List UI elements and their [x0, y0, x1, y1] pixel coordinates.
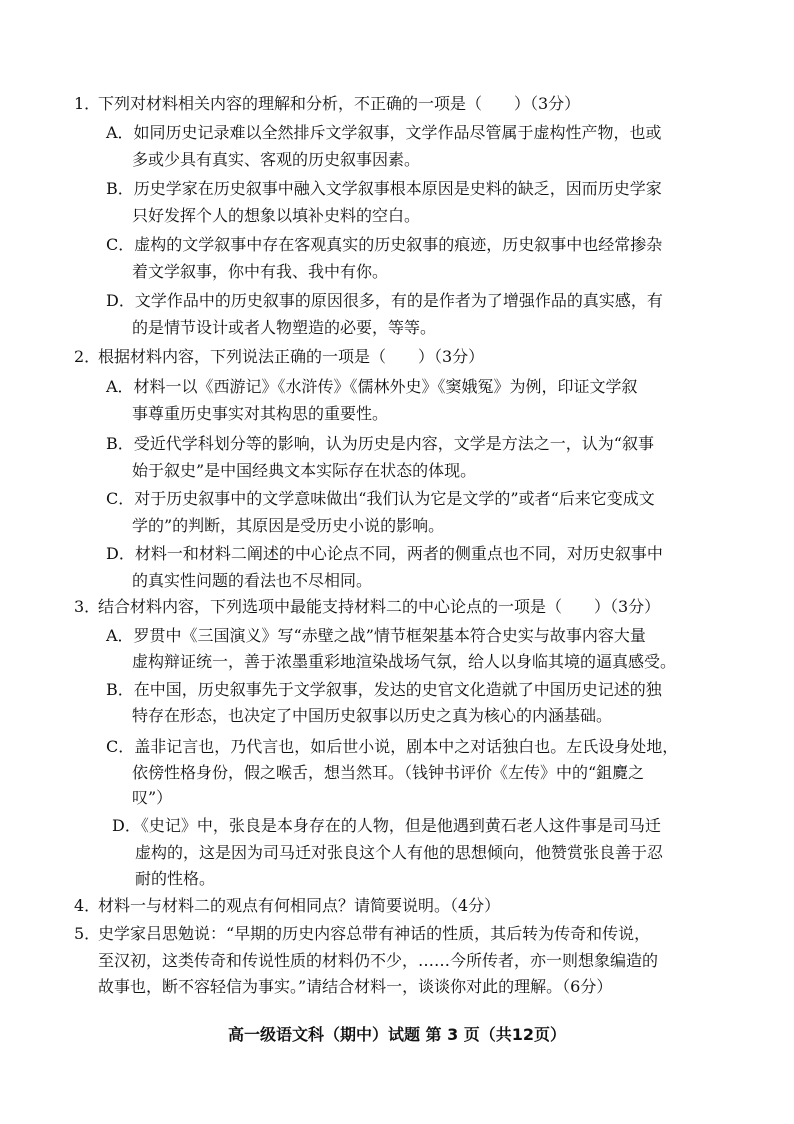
- question-2-stem: 2．根据材料内容，下列说法正确的一项是（ ）（3分）: [74, 347, 485, 366]
- q3-option-a-line2: 虚构辩证统一，善于浓墨重彩地渲染战场气氛，给人以身临其境的逼真感受。: [132, 652, 677, 671]
- q3-option-c-line3: 叹”）: [132, 788, 173, 807]
- q3-option-a-line1: A．罗贯中《三国演义》写“赤壁之战”情节框架基本符合史实与故事内容大量: [106, 626, 646, 645]
- q2-option-d-line2: 的真实性问题的看法也不尽相同。: [132, 571, 373, 590]
- question-4-stem: 4．材料一与材料二的观点有何相同点？请简要说明。（4分）: [74, 896, 501, 915]
- q3-option-c-line2: 依傍性格身份，假之喉舌，想当然耳。（钱钟书评价《左传》中的“鉏麑之: [132, 763, 645, 782]
- question-3-stem: 3．结合材料内容，下列选项中最能支持材料二的中心论点的一项是（ ）（3分）: [74, 597, 661, 616]
- q1-option-c-line2: 着文学叙事，你中有我、我中有你。: [132, 262, 389, 281]
- q2-option-a-line1: A．材料一以《西游记》《水浒传》《儒林外史》《窦娥冤》为例，印证文学叙: [106, 377, 638, 396]
- q1-option-a-line2: 多或少具有真实、客观的历史叙事因素。: [132, 150, 421, 169]
- q5-line2: 至汉初，这类传奇和传说性质的材料仍不少，……今所传者，亦一则想象编造的: [98, 951, 659, 970]
- q1-option-b-line1: B．历史学家在历史叙事中融入文学叙事根本原因是史料的缺乏，因而历史学家: [106, 179, 662, 198]
- q3-option-c-line1: C．盖非记言也，乃代言也，如后世小说，剧本中之对话独白也。左氏设身处地，: [106, 737, 679, 756]
- q1-option-d-line1: D．文学作品中的历史叙事的原因很多，有的是作者为了增强作品的真实感，有: [106, 291, 663, 310]
- q2-option-a-line2: 事尊重历史事实对其构思的重要性。: [132, 404, 389, 423]
- question-1-stem: 1．下列对材料相关内容的理解和分析，不正确的一项是（ ）（3分）: [74, 94, 581, 113]
- q3-option-b-line1: B．在中国，历史叙事先于文学叙事，发达的史官文化造就了中国历史记述的独: [106, 680, 662, 699]
- q3-option-d-line1: D．《史记》中，张良是本身存在的人物，但是他遇到黄石老人这件事是司马迁: [112, 816, 661, 835]
- page-footer: 高一级语文科（期中）试题 第 3 页（共12页）: [227, 1025, 567, 1044]
- q5-line3: 故事也，断不容轻信为事实。”请结合材料一，谈谈你对此的理解。（6分）: [98, 977, 613, 996]
- q2-option-c-line2: 学的”的判断，其原因是受历史小说的影响。: [132, 516, 445, 535]
- question-5-stem: 5．史学家吕思勉说：“早期的历史内容总带有神话的性质，其后转为传奇和传说，: [74, 924, 651, 943]
- q1-option-a-line1: A．如同历史记录难以全然排斥文学叙事，文学作品尽管属于虚构性产物，也或: [106, 123, 662, 142]
- q1-option-c-line1: C．虚构的文学叙事中存在客观真实的历史叙事的痕迹，历史叙事中也经常掺杂: [106, 235, 663, 254]
- q1-option-b-line2: 只好发挥个人的想象以填补史料的空白。: [132, 206, 421, 225]
- q3-option-b-line2: 特存在形态，也决定了中国历史叙事以历史之真为核心的内涵基础。: [132, 706, 613, 725]
- q3-option-d-line3: 耐的性格。: [135, 869, 216, 888]
- q3-option-d-line2: 虚构的，这是因为司马迁对张良这个人有他的思想倾向，他赞赏张良善于忍: [135, 843, 664, 862]
- q2-option-c-line1: C．对于历史叙事中的文学意味做出“我们认为它是文学的”或者“后来它变成文: [106, 489, 655, 508]
- q2-option-b-line1: B．受近代学科划分等的影响，认为历史是内容，文学是方法之一，认为“叙事: [106, 434, 654, 453]
- q2-option-b-line2: 始于叙史”是中国经典文本实际存在状态的体现。: [132, 461, 477, 480]
- q1-option-d-line2: 的是情节设计或者人物塑造的必要，等等。: [132, 318, 437, 337]
- q2-option-d-line1: D．材料一和材料二阐述的中心论点不同，两者的侧重点也不同，对历史叙事中: [106, 544, 663, 563]
